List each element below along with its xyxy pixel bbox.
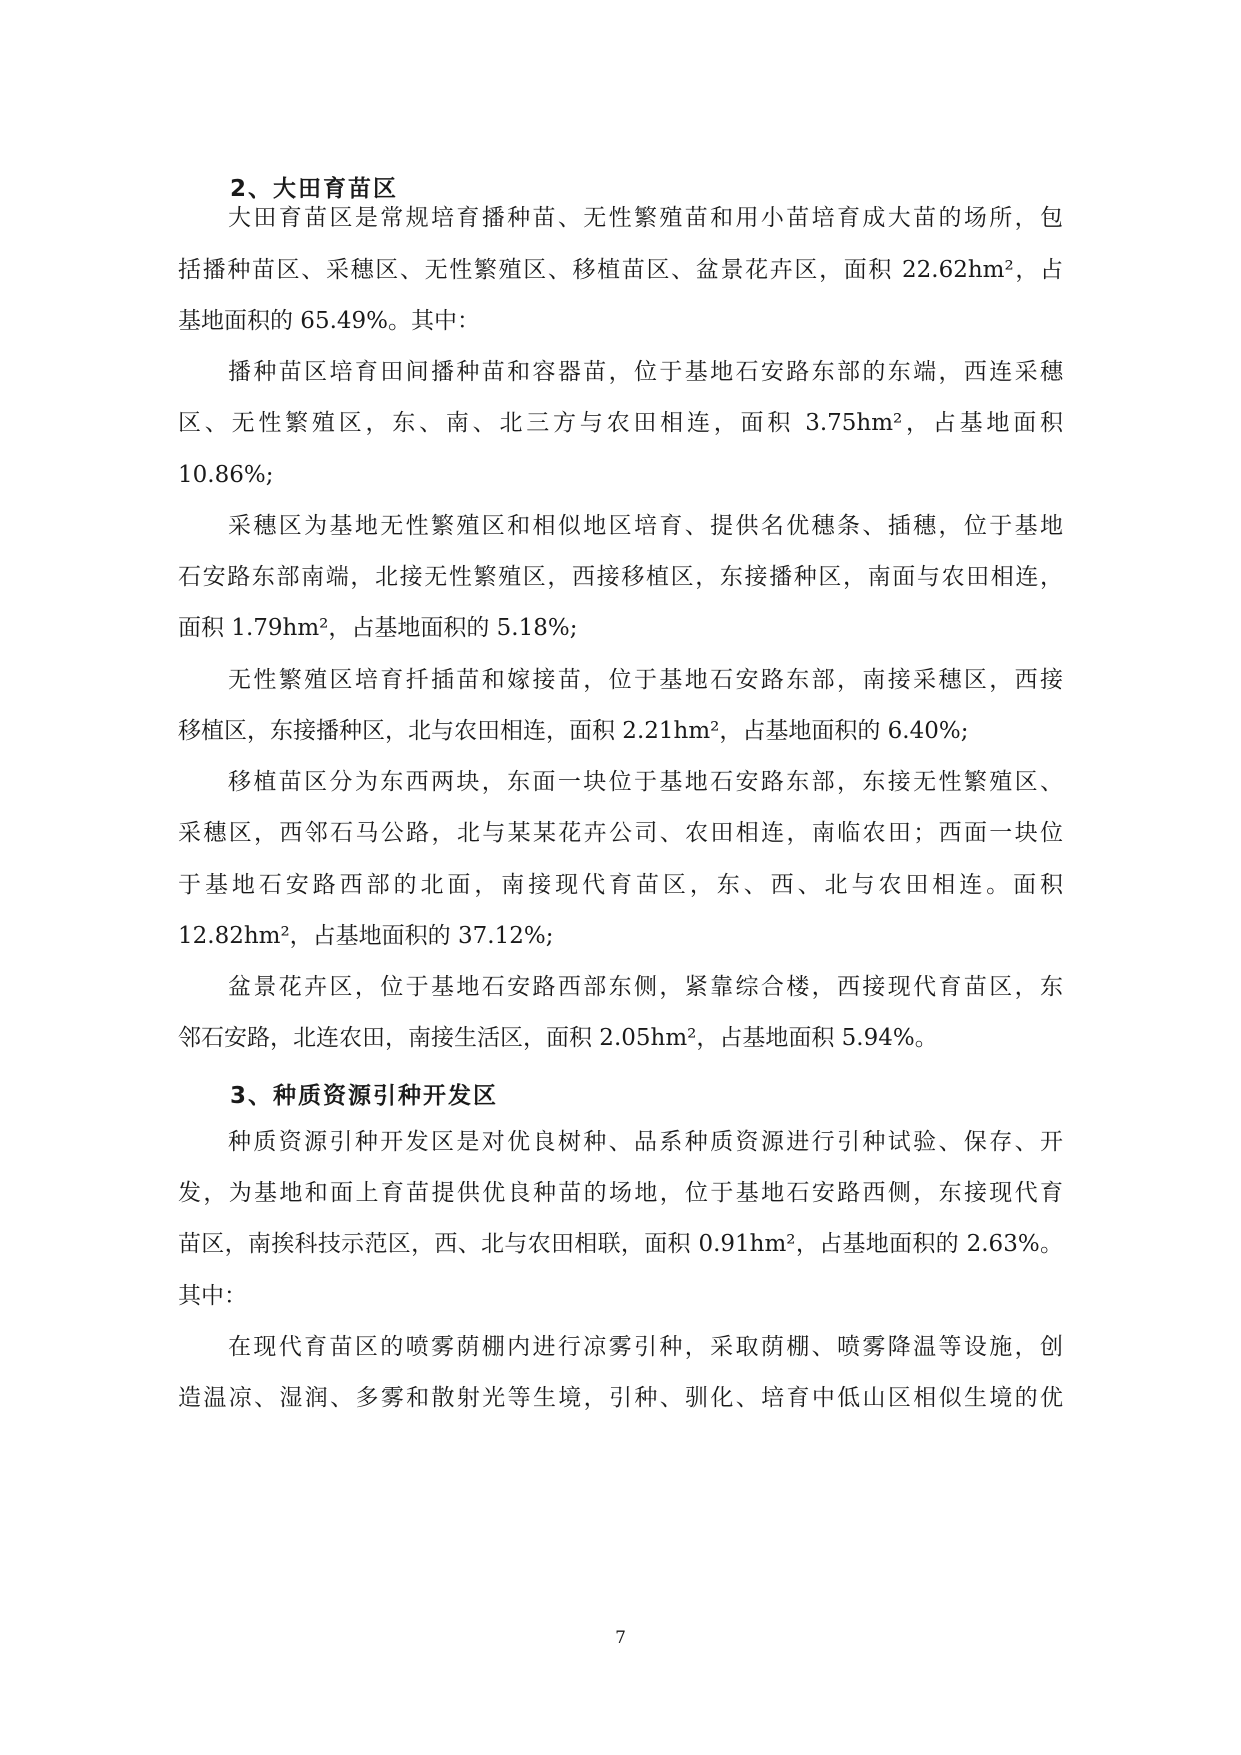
paragraph-line: 苗区，南挨科技示范区，西、北与农田相联，面积 0.91hm²，占基地面积的 2.63%。 bbox=[178, 1231, 1063, 1257]
paragraph-line: 基地面积的 65.49%。其中： bbox=[178, 308, 481, 334]
section-3-heading: 3、种质资源引种开发区 bbox=[230, 1083, 499, 1109]
paragraph-line: 其中： bbox=[178, 1283, 247, 1309]
paragraph-line: 造温凉、湿润、多雾和散射光等生境，引种、驯化、培育中低山区相似生境的优 bbox=[178, 1385, 1063, 1411]
paragraph-line: 区、无性繁殖区，东、南、北三方与农田相连，面积 3.75hm²，占基地面积 bbox=[178, 410, 1063, 436]
paragraph-line: 石安路东部南端，北接无性繁殖区，西接移植区，东接播种区，南面与农田相连， bbox=[178, 564, 1063, 590]
paragraph-line: 发，为基地和面上育苗提供优良种苗的场地，位于基地石安路西侧，东接现代育 bbox=[178, 1180, 1063, 1206]
paragraph-line: 无性繁殖区培育扦插苗和嫁接苗，位于基地石安路东部，南接采穗区，西接 bbox=[228, 667, 1063, 693]
paragraph-line: 面积 1.79hm²，占基地面积的 5.18%; bbox=[178, 615, 578, 641]
paragraph-line: 种质资源引种开发区是对优良树种、品系种质资源进行引种试验、保存、开 bbox=[228, 1129, 1063, 1155]
page-number: 7 bbox=[615, 1628, 626, 1648]
paragraph-line: 括播种苗区、采穗区、无性繁殖区、移植苗区、盆景花卉区，面积 22.62hm²，占 bbox=[178, 257, 1063, 283]
paragraph-line: 于基地石安路西部的北面，南接现代育苗区，东、西、北与农田相连。面积 bbox=[178, 872, 1063, 898]
section-2-heading: 2、大田育苗区 bbox=[230, 176, 399, 202]
paragraph-line: 大田育苗区是常规培育播种苗、无性繁殖苗和用小苗培育成大苗的场所，包 bbox=[228, 205, 1063, 231]
paragraph-line: 移植区，东接播种区，北与农田相连，面积 2.21hm²，占基地面积的 6.40%; bbox=[178, 718, 969, 744]
paragraph-line: 盆景花卉区，位于基地石安路西部东侧，紧靠综合楼，西接现代育苗区，东 bbox=[228, 974, 1063, 1000]
paragraph-line: 播种苗区培育田间播种苗和容器苗，位于基地石安路东部的东端，西连采穗 bbox=[228, 359, 1063, 385]
paragraph-line: 10.86%; bbox=[178, 462, 274, 488]
paragraph-line: 12.82hm²，占基地面积的 37.12%; bbox=[178, 923, 554, 949]
paragraph-line: 移植苗区分为东西两块，东面一块位于基地石安路东部，东接无性繁殖区、 bbox=[228, 769, 1063, 795]
paragraph-line: 邻石安路，北连农田，南接生活区，面积 2.05hm²，占基地面积 5.94%。 bbox=[178, 1025, 938, 1051]
paragraph-line: 采穗区为基地无性繁殖区和相似地区培育、提供名优穗条、插穗，位于基地 bbox=[228, 513, 1063, 539]
paragraph-line: 采穗区，西邻石马公路，北与某某花卉公司、农田相连，南临农田；西面一块位 bbox=[178, 820, 1063, 846]
paragraph-line: 在现代育苗区的喷雾荫棚内进行凉雾引种，采取荫棚、喷雾降温等设施，创 bbox=[228, 1334, 1063, 1360]
